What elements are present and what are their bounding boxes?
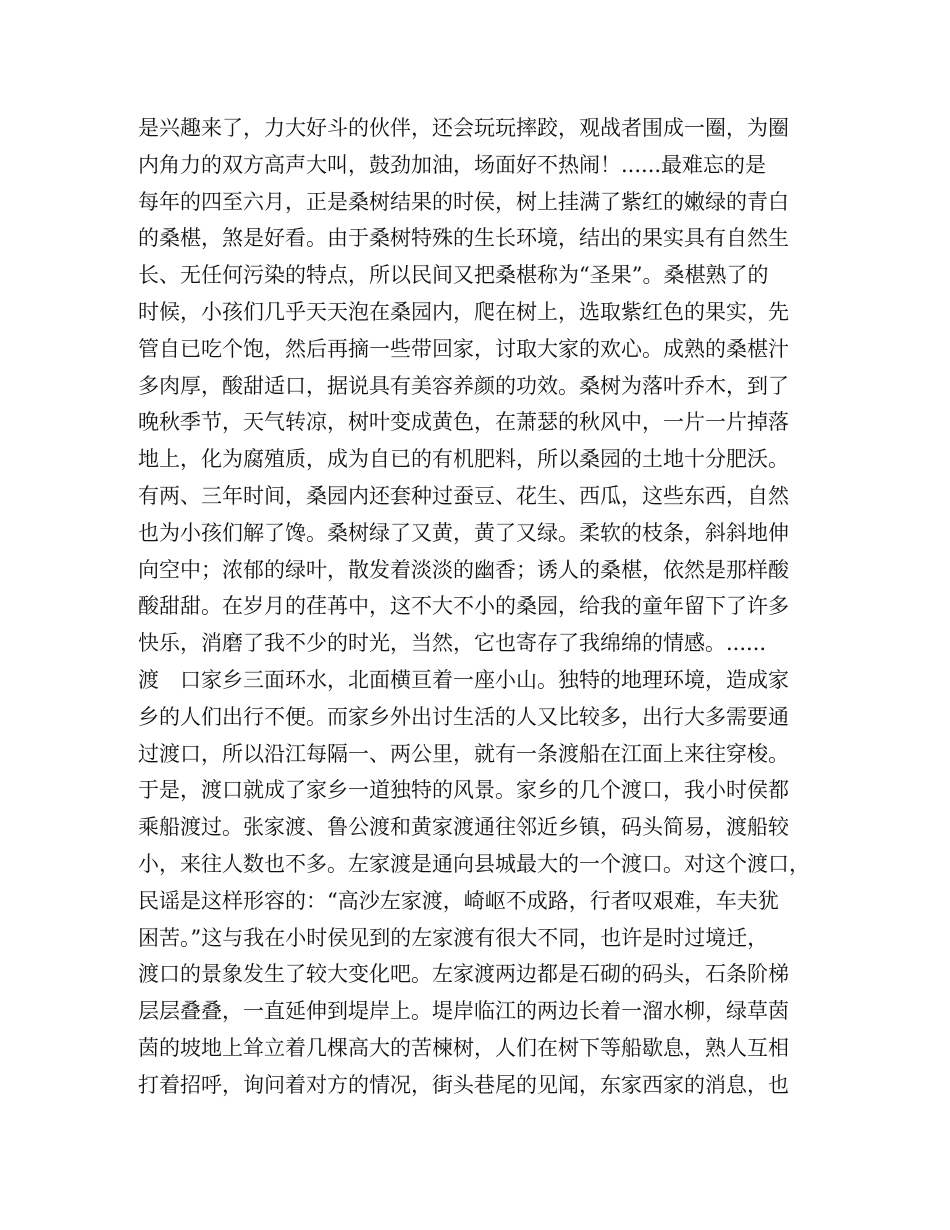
text-line: 乘船渡过。张家渡、鲁公渡和黄家渡通往邻近乡镇，码头简易，渡船较 xyxy=(138,815,789,840)
text-line: 酸甜甜。在岁月的荏苒中，这不大不小的桑园，给我的童年留下了许多 xyxy=(138,594,789,619)
text-line: 管自已吃个饱，然后再摘一些带回家，讨取大家的欢心。成熟的桑椹汁 xyxy=(138,336,789,361)
text-line: 渡 口家乡三面环水，北面横亘着一座小山。独特的地理环境，造成家 xyxy=(138,667,789,692)
text-line: 向空中；浓郁的绿叶，散发着淡淡的幽香；诱人的桑椹，依然是那样酸 xyxy=(138,557,789,582)
text-line: 过渡口，所以沿江每隔一、两公里，就有一条渡船在江面上来往穿梭。 xyxy=(138,741,789,766)
text-line: 打着招呼，询问着对方的情况，街头巷尾的见闻，东家西家的消息，也 xyxy=(138,1072,789,1097)
text-line: 乡的人们出行不便。而家乡外出讨生活的人又比较多，出行大多需要通 xyxy=(138,704,789,729)
text-line: 晚秋季节，天气转凉，树叶变成黄色，在萧瑟的秋风中，一片一片掉落 xyxy=(138,410,789,435)
text-line: 有两、三年时间，桑园内还套种过蚕豆、花生、西瓜，这些东西，自然 xyxy=(138,483,789,508)
text-line: 每年的四至六月，正是桑树结果的时侯，树上挂满了紫红的嫩绿的青白 xyxy=(138,189,789,214)
text-line: 层层叠叠，一直延伸到堤岸上。堤岸临江的两边长着一溜水柳，绿草茵 xyxy=(138,999,789,1024)
text-line: 民谣是这样形容的：“高沙左家渡，崎岖不成路，行者叹艰难，车夫犹 xyxy=(138,888,779,913)
text-line: 困苦。”这与我在小时侯见到的左家渡有很大不同，也许是时过境迁， xyxy=(138,925,769,950)
text-line: 小，来往人数也不多。左家渡是通向县城最大的一个渡口。对这个渡口， xyxy=(138,851,810,876)
text-line: 渡口的景象发生了较大变化吧。左家渡两边都是石砌的码头，石条阶梯 xyxy=(138,962,789,987)
text-line: 于是，渡口就成了家乡一道独特的风景。家乡的几个渡口，我小时侯都 xyxy=(138,778,789,803)
text-line: 地上，化为腐殖质，成为自已的有机肥料，所以桑园的土地十分肥沃。 xyxy=(138,447,789,472)
text-line: 快乐，消磨了我不少的时光，当然，它也寄存了我绵绵的情感。...... xyxy=(138,631,767,656)
text-line: 多肉厚，酸甜适口，据说具有美容养颜的功效。桑树为落叶乔木，到了 xyxy=(138,373,789,398)
text-line: 内角力的双方高声大叫，鼓劲加油，场面好不热闹！......最难忘的是 xyxy=(138,152,767,177)
text-line: 长、无任何污染的特点，所以民间又把桑椹称为“圣果”。桑椹熟了的 xyxy=(138,263,769,288)
text-line: 时候，小孩们几乎天天泡在桑园内，爬在树上，选取紫红色的果实，先 xyxy=(138,299,789,324)
text-line: 茵的坡地上耸立着几棵高大的苦楝树，人们在树下等船歇息，熟人互相 xyxy=(138,1035,789,1060)
text-line: 也为小孩们解了馋。桑树绿了又黄，黄了又绿。柔软的枝条，斜斜地伸 xyxy=(138,520,789,545)
text-line: 的桑椹，煞是好看。由于桑树特殊的生长环境，结出的果实具有自然生 xyxy=(138,226,789,251)
body-text xyxy=(138,110,828,1104)
text-line: 是兴趣来了，力大好斗的伙伴，还会玩玩摔跤，观战者围成一圈，为圈 xyxy=(138,116,789,140)
